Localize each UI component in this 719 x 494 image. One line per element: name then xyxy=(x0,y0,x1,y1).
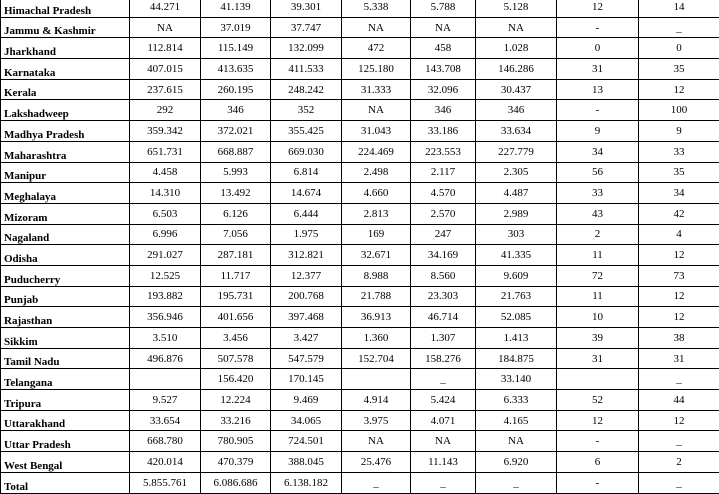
value-cell: 6.996 xyxy=(130,224,201,245)
value-cell: 31 xyxy=(557,348,639,369)
value-cell: 413.635 xyxy=(201,59,271,80)
value-cell: 125.180 xyxy=(342,59,411,80)
value-cell: 36.913 xyxy=(342,307,411,328)
state-name-cell: Punjab xyxy=(1,286,130,307)
state-name-cell: Telangana xyxy=(1,369,130,390)
table-row xyxy=(1,286,719,307)
value-cell: 33.140 xyxy=(476,369,557,390)
value-cell: 184.875 xyxy=(476,348,557,369)
value-cell: 115.149 xyxy=(201,38,271,59)
value-cell: 724.501 xyxy=(271,431,342,452)
value-cell: 11 xyxy=(557,286,639,307)
value-cell: 132.099 xyxy=(271,38,342,59)
value-cell: 38 xyxy=(639,328,719,349)
value-cell: - xyxy=(557,17,639,38)
value-cell: 146.286 xyxy=(476,59,557,80)
value-cell: 52.085 xyxy=(476,307,557,328)
value-cell: 496.876 xyxy=(130,348,201,369)
value-cell: 200.768 xyxy=(271,286,342,307)
state-name-cell: Jharkhand xyxy=(1,38,130,59)
value-cell: 14.674 xyxy=(271,183,342,204)
value-cell: _ xyxy=(476,472,557,493)
value-cell: - xyxy=(557,100,639,121)
value-cell: 3.427 xyxy=(271,328,342,349)
value-cell: 12.224 xyxy=(201,390,271,411)
value-cell: - xyxy=(557,472,639,493)
value-cell: 2.813 xyxy=(342,203,411,224)
table-row xyxy=(1,121,719,142)
value-cell: 292 xyxy=(130,100,201,121)
value-cell: 287.181 xyxy=(201,245,271,266)
value-cell: 668.780 xyxy=(130,431,201,452)
value-cell: 12.525 xyxy=(130,265,201,286)
value-cell: 407.015 xyxy=(130,59,201,80)
table-row xyxy=(1,410,719,431)
state-name-cell: Himachal Pradesh xyxy=(1,0,130,17)
value-cell: 42 xyxy=(639,203,719,224)
value-cell: 21.763 xyxy=(476,286,557,307)
value-cell: 507.578 xyxy=(201,348,271,369)
value-cell: 56 xyxy=(557,162,639,183)
value-cell: 8.560 xyxy=(411,265,476,286)
value-cell: 346 xyxy=(411,100,476,121)
state-name-cell: Meghalaya xyxy=(1,183,130,204)
value-cell: 356.946 xyxy=(130,307,201,328)
value-cell: NA xyxy=(476,431,557,452)
table-row xyxy=(1,17,719,38)
value-cell: 32.671 xyxy=(342,245,411,266)
state-name-cell: West Bengal xyxy=(1,452,130,473)
table-row xyxy=(1,307,719,328)
value-cell: 312.821 xyxy=(271,245,342,266)
value-cell: 6.444 xyxy=(271,203,342,224)
value-cell: 31.043 xyxy=(342,121,411,142)
value-cell: 31 xyxy=(639,348,719,369)
value-cell: 6.126 xyxy=(201,203,271,224)
value-cell: 346 xyxy=(476,100,557,121)
value-cell: 156.420 xyxy=(201,369,271,390)
value-cell: 5.993 xyxy=(201,162,271,183)
value-cell: 12 xyxy=(639,307,719,328)
value-cell: 35 xyxy=(639,59,719,80)
state-name-cell: Sikkim xyxy=(1,328,130,349)
value-cell: 2 xyxy=(639,452,719,473)
value-cell: 458 xyxy=(411,38,476,59)
value-cell: 46.714 xyxy=(411,307,476,328)
value-cell: 227.779 xyxy=(476,141,557,162)
value-cell: 14 xyxy=(639,0,719,17)
value-cell: 112.814 xyxy=(130,38,201,59)
value-cell: 33 xyxy=(557,183,639,204)
table-row xyxy=(1,0,719,17)
value-cell: 44 xyxy=(639,390,719,411)
value-cell: 31.333 xyxy=(342,79,411,100)
value-cell: 41.335 xyxy=(476,245,557,266)
value-cell: 11.717 xyxy=(201,265,271,286)
value-cell xyxy=(342,369,411,390)
value-cell: 12 xyxy=(639,245,719,266)
state-name-cell: Kerala xyxy=(1,79,130,100)
value-cell: 32.096 xyxy=(411,79,476,100)
state-name-cell: Tamil Nadu xyxy=(1,348,130,369)
value-cell: 72 xyxy=(557,265,639,286)
value-cell: _ xyxy=(639,17,719,38)
value-cell: - xyxy=(557,431,639,452)
state-name-cell: Total xyxy=(1,472,130,493)
value-cell: 547.579 xyxy=(271,348,342,369)
value-cell: 12 xyxy=(557,0,639,17)
value-cell: 11 xyxy=(557,245,639,266)
value-cell: 34 xyxy=(639,183,719,204)
table-row xyxy=(1,79,719,100)
value-cell: 25.476 xyxy=(342,452,411,473)
value-cell: 223.553 xyxy=(411,141,476,162)
table-row xyxy=(1,348,719,369)
value-cell: 651.731 xyxy=(130,141,201,162)
table-row xyxy=(1,369,719,390)
value-cell: 3.456 xyxy=(201,328,271,349)
value-cell: 9.609 xyxy=(476,265,557,286)
value-cell: 7.056 xyxy=(201,224,271,245)
state-name-cell: Rajasthan xyxy=(1,307,130,328)
value-cell: 34.169 xyxy=(411,245,476,266)
value-cell: 14.310 xyxy=(130,183,201,204)
table-row xyxy=(1,431,719,452)
value-cell: 247 xyxy=(411,224,476,245)
value-cell: 39.301 xyxy=(271,0,342,17)
value-cell: 30.437 xyxy=(476,79,557,100)
value-cell: 2.498 xyxy=(342,162,411,183)
value-cell: 6.138.182 xyxy=(271,472,342,493)
value-cell: 291.027 xyxy=(130,245,201,266)
value-cell: 52 xyxy=(557,390,639,411)
table-row xyxy=(1,59,719,80)
value-cell: NA xyxy=(342,17,411,38)
value-cell: 5.855.761 xyxy=(130,472,201,493)
state-name-cell: Manipur xyxy=(1,162,130,183)
table-row xyxy=(1,38,719,59)
value-cell: 33.186 xyxy=(411,121,476,142)
value-cell: 5.128 xyxy=(476,0,557,17)
state-name-cell: Puducherry xyxy=(1,265,130,286)
value-cell: 1.975 xyxy=(271,224,342,245)
value-cell: NA xyxy=(130,17,201,38)
value-cell: 411.533 xyxy=(271,59,342,80)
value-cell: _ xyxy=(342,472,411,493)
state-name-cell: Madhya Pradesh xyxy=(1,121,130,142)
value-cell: 472 xyxy=(342,38,411,59)
table-row xyxy=(1,245,719,266)
value-cell: 12 xyxy=(557,410,639,431)
value-cell: 2.117 xyxy=(411,162,476,183)
value-cell: 35 xyxy=(639,162,719,183)
value-cell: 9 xyxy=(639,121,719,142)
value-cell: 2.305 xyxy=(476,162,557,183)
state-name-cell: Karnataka xyxy=(1,59,130,80)
value-cell: 303 xyxy=(476,224,557,245)
value-cell: 41.139 xyxy=(201,0,271,17)
value-cell: 669.030 xyxy=(271,141,342,162)
value-cell: 668.887 xyxy=(201,141,271,162)
value-cell xyxy=(130,369,201,390)
value-cell: 4.570 xyxy=(411,183,476,204)
value-cell: 4.487 xyxy=(476,183,557,204)
value-cell: 420.014 xyxy=(130,452,201,473)
value-cell: 359.342 xyxy=(130,121,201,142)
value-cell: 6.086.686 xyxy=(201,472,271,493)
value-cell: 4.458 xyxy=(130,162,201,183)
value-cell: 158.276 xyxy=(411,348,476,369)
table-body xyxy=(1,0,719,493)
value-cell: 39 xyxy=(557,328,639,349)
value-cell: 34.065 xyxy=(271,410,342,431)
value-cell: 193.882 xyxy=(130,286,201,307)
value-cell: 2 xyxy=(557,224,639,245)
value-cell: 12 xyxy=(639,286,719,307)
value-cell: 9.469 xyxy=(271,390,342,411)
value-cell: 4 xyxy=(639,224,719,245)
value-cell: 352 xyxy=(271,100,342,121)
value-cell: NA xyxy=(411,431,476,452)
state-name-cell: Uttarakhand xyxy=(1,410,130,431)
value-cell: 3.510 xyxy=(130,328,201,349)
value-cell: 4.914 xyxy=(342,390,411,411)
value-cell: 170.145 xyxy=(271,369,342,390)
value-cell: 195.731 xyxy=(201,286,271,307)
value-cell: 13 xyxy=(557,79,639,100)
value-cell: 388.045 xyxy=(271,452,342,473)
value-cell: 33 xyxy=(639,141,719,162)
value-cell: 21.788 xyxy=(342,286,411,307)
value-cell: 355.425 xyxy=(271,121,342,142)
value-cell: 8.988 xyxy=(342,265,411,286)
value-cell: 0 xyxy=(639,38,719,59)
value-cell: 6.920 xyxy=(476,452,557,473)
value-cell: 143.708 xyxy=(411,59,476,80)
table-row xyxy=(1,141,719,162)
value-cell xyxy=(557,369,639,390)
value-cell: 6 xyxy=(557,452,639,473)
value-cell: 9.527 xyxy=(130,390,201,411)
state-name-cell: Nagaland xyxy=(1,224,130,245)
value-cell: NA xyxy=(476,17,557,38)
value-cell: 2.570 xyxy=(411,203,476,224)
value-cell: 248.242 xyxy=(271,79,342,100)
table-row xyxy=(1,452,719,473)
value-cell: 37.019 xyxy=(201,17,271,38)
value-cell: 33.634 xyxy=(476,121,557,142)
value-cell: 5.338 xyxy=(342,0,411,17)
table-row xyxy=(1,162,719,183)
value-cell: NA xyxy=(411,17,476,38)
value-cell: 1.307 xyxy=(411,328,476,349)
table-row xyxy=(1,328,719,349)
table-row xyxy=(1,224,719,245)
state-name-cell: Tripura xyxy=(1,390,130,411)
value-cell: 224.469 xyxy=(342,141,411,162)
value-cell: 23.303 xyxy=(411,286,476,307)
value-cell: 1.028 xyxy=(476,38,557,59)
value-cell: 12 xyxy=(639,410,719,431)
value-cell: NA xyxy=(342,100,411,121)
value-cell: _ xyxy=(411,472,476,493)
value-cell: 0 xyxy=(557,38,639,59)
state-name-cell: Uttar Pradesh xyxy=(1,431,130,452)
value-cell: 780.905 xyxy=(201,431,271,452)
value-cell: 4.660 xyxy=(342,183,411,204)
value-cell: 5.788 xyxy=(411,0,476,17)
value-cell: 10 xyxy=(557,307,639,328)
value-cell: 31 xyxy=(557,59,639,80)
value-cell: 73 xyxy=(639,265,719,286)
value-cell: 2.989 xyxy=(476,203,557,224)
table-row xyxy=(1,100,719,121)
table-row xyxy=(1,472,719,493)
state-name-cell: Lakshadweep xyxy=(1,100,130,121)
value-cell: NA xyxy=(342,431,411,452)
value-cell: 237.615 xyxy=(130,79,201,100)
value-cell: 372.021 xyxy=(201,121,271,142)
state-name-cell: Jammu & Kashmir xyxy=(1,17,130,38)
value-cell: 37.747 xyxy=(271,17,342,38)
value-cell: 12.377 xyxy=(271,265,342,286)
table-row xyxy=(1,265,719,286)
value-cell: 33.216 xyxy=(201,410,271,431)
table-row xyxy=(1,390,719,411)
state-name-cell: Odisha xyxy=(1,245,130,266)
value-cell: 1.413 xyxy=(476,328,557,349)
value-cell: 397.468 xyxy=(271,307,342,328)
value-cell: 43 xyxy=(557,203,639,224)
value-cell: _ xyxy=(639,431,719,452)
value-cell: 3.975 xyxy=(342,410,411,431)
value-cell: 346 xyxy=(201,100,271,121)
table-row xyxy=(1,183,719,204)
value-cell: _ xyxy=(639,472,719,493)
value-cell: 152.704 xyxy=(342,348,411,369)
value-cell: 33.654 xyxy=(130,410,201,431)
value-cell: 11.143 xyxy=(411,452,476,473)
state-name-cell: Maharashtra xyxy=(1,141,130,162)
value-cell: _ xyxy=(411,369,476,390)
value-cell: 34 xyxy=(557,141,639,162)
value-cell: 6.503 xyxy=(130,203,201,224)
value-cell: 1.360 xyxy=(342,328,411,349)
value-cell: 6.333 xyxy=(476,390,557,411)
value-cell: 260.195 xyxy=(201,79,271,100)
value-cell: _ xyxy=(639,369,719,390)
state-name-cell: Mizoram xyxy=(1,203,130,224)
value-cell: 169 xyxy=(342,224,411,245)
value-cell: 4.165 xyxy=(476,410,557,431)
table-row xyxy=(1,203,719,224)
value-cell: 12 xyxy=(639,79,719,100)
value-cell: 44.271 xyxy=(130,0,201,17)
value-cell: 13.492 xyxy=(201,183,271,204)
value-cell: 100 xyxy=(639,100,719,121)
value-cell: 5.424 xyxy=(411,390,476,411)
value-cell: 470.379 xyxy=(201,452,271,473)
value-cell: 6.814 xyxy=(271,162,342,183)
value-cell: 401.656 xyxy=(201,307,271,328)
value-cell: 9 xyxy=(557,121,639,142)
value-cell: 4.071 xyxy=(411,410,476,431)
